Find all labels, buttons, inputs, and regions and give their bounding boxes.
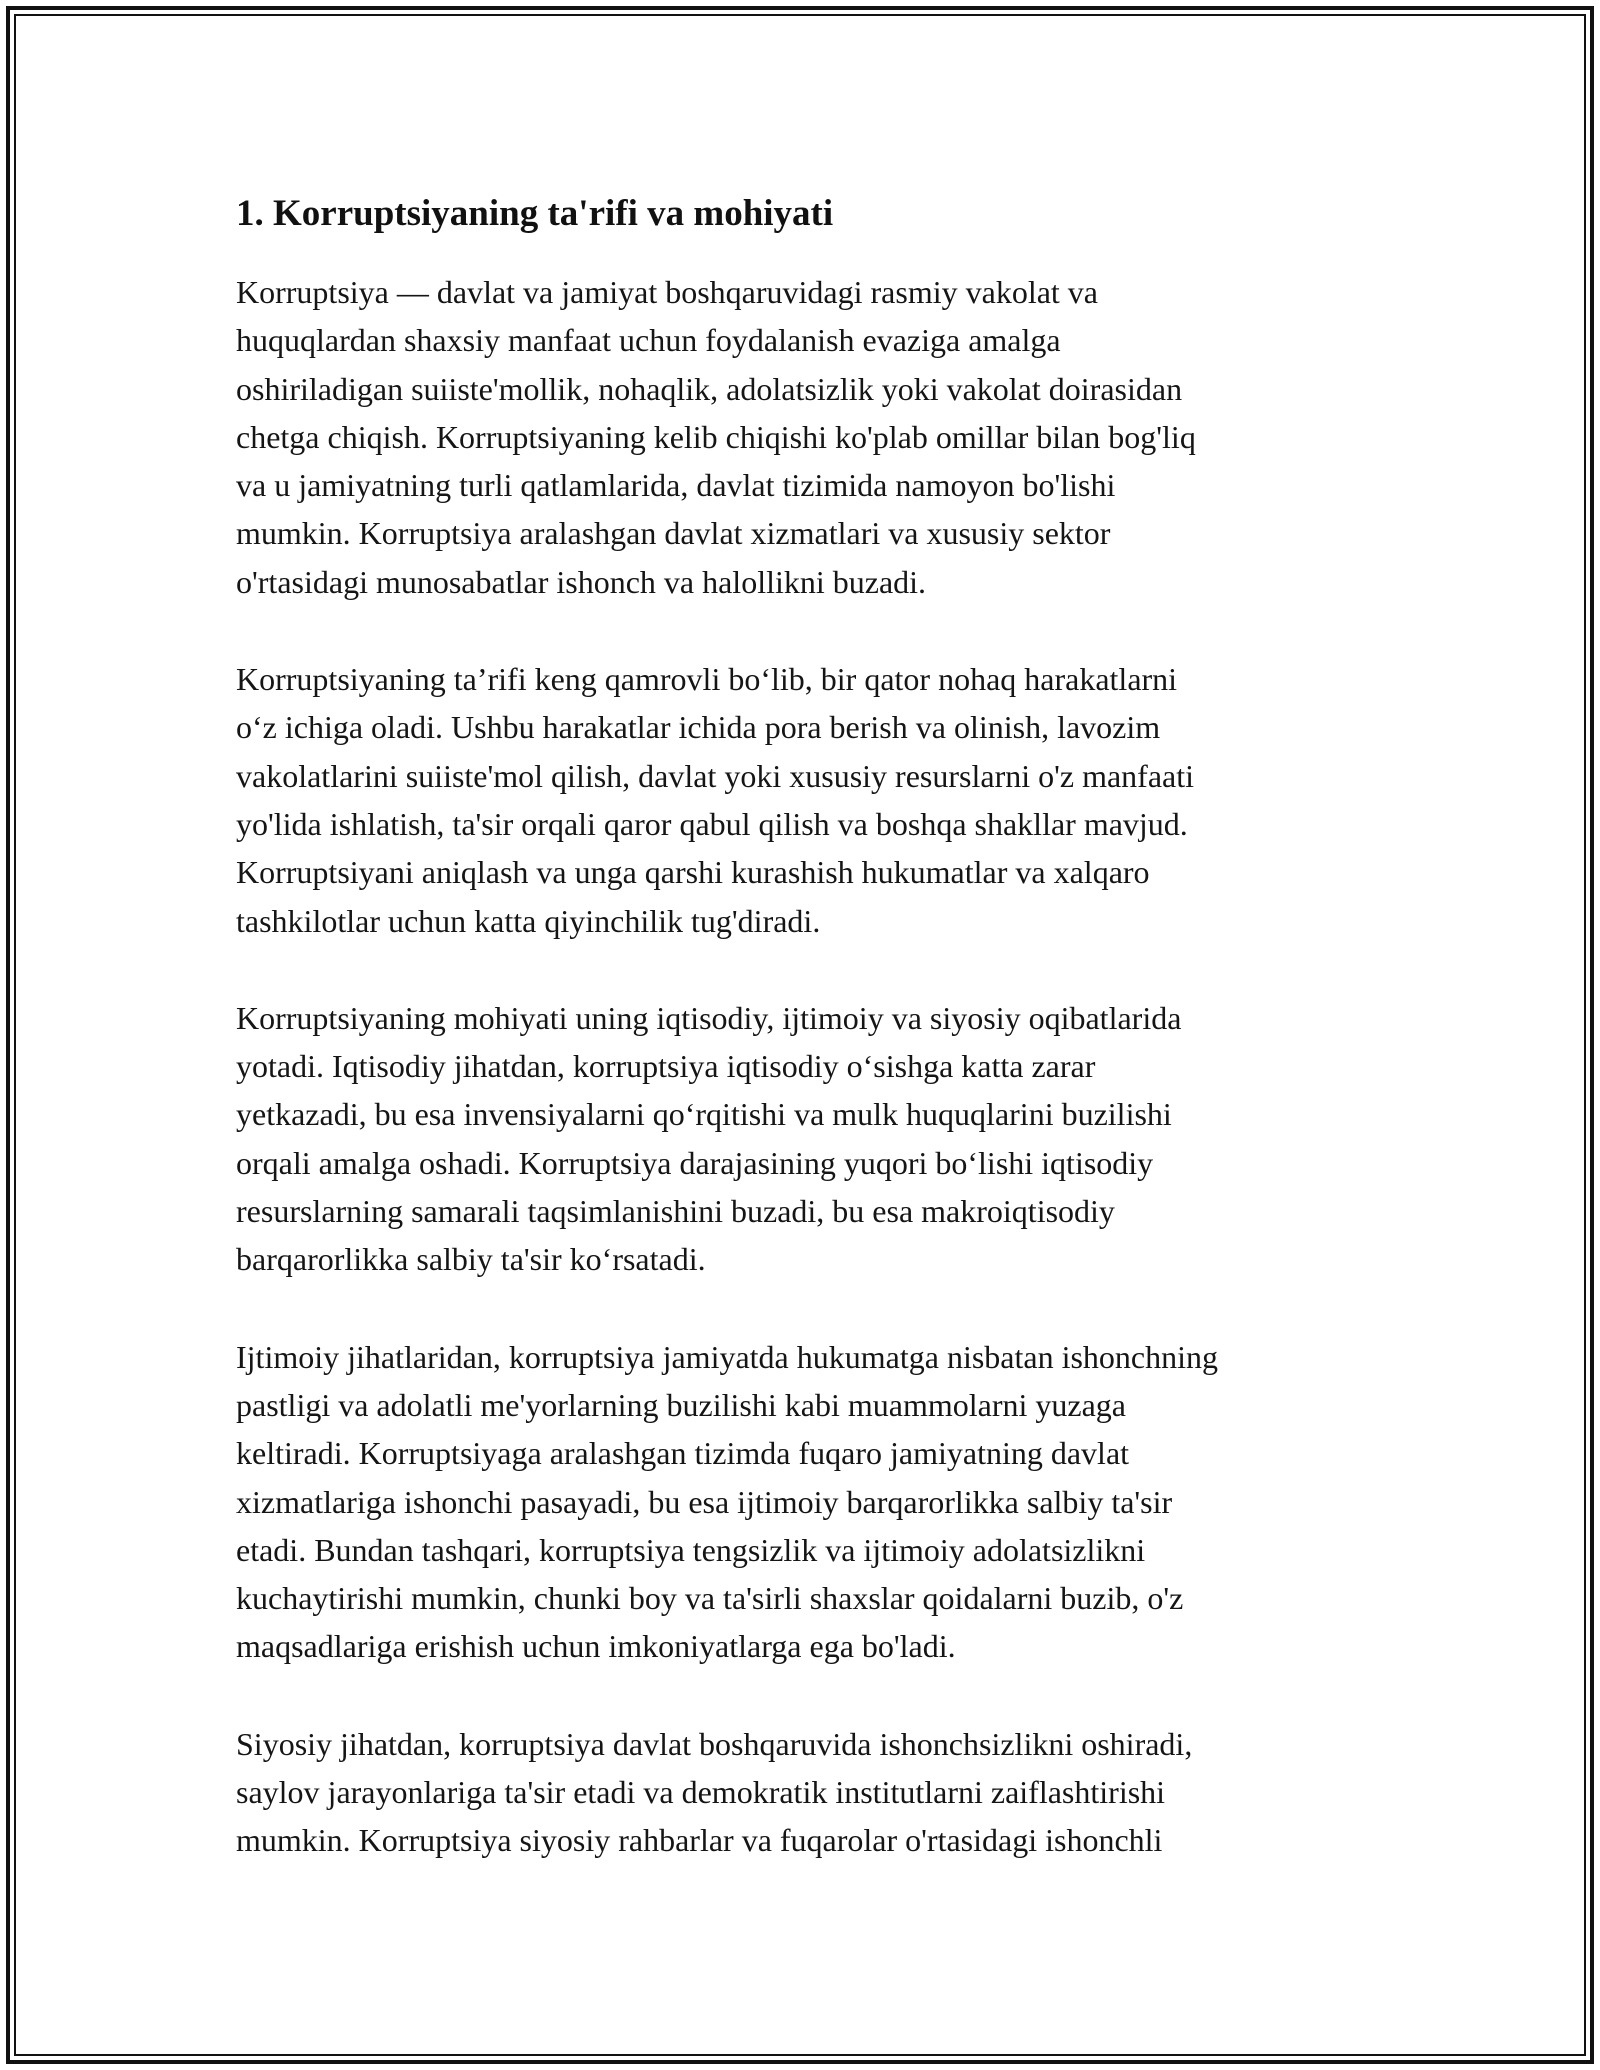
paragraph-line: Korruptsiyaning ta’rifi keng qamrovli bo‘lib, bir qator nohaq harakatlarni <box>236 661 1178 698</box>
paragraph-line: huquqlardan shaxsiy manfaat uchun foydalanish evaziga amalga <box>236 322 1061 359</box>
paragraph-line: chetga chiqish. Korruptsiyaning kelib chiqishi ko'plab omillar bilan bog'liq <box>236 418 1196 455</box>
paragraph-line: Korruptsiya — davlat va jamiyat boshqaruvidagi rasmiy vakolat va <box>236 274 1098 310</box>
paragraph-social <box>236 1333 1368 1671</box>
paragraph-line: orqali amalga oshadi. Korruptsiya darajasining yuqori bo‘lishi iqtisodiy <box>236 1144 1154 1181</box>
paragraph-line: keltiradi. Korruptsiyaga aralashgan tizimda fuqaro jamiyatning davlat <box>236 1435 1130 1472</box>
paragraph-line: yotadi. Iqtisodiy jihatdan, korruptsiya iqtisodiy o‘sishga katta zarar <box>236 1048 1096 1085</box>
paragraph-line: o‘z ichiga oladi. Ushbu harakatlar ichida pora berish va olinish, lavozim <box>236 709 1161 746</box>
paragraph-line: o'rtasidagi munosabatlar ishonch va halollikni buzadi. <box>236 563 927 600</box>
paragraph-line: oshiriladigan suiiste'mollik, nohaqlik, adolatsizlik yoki vakolat doirasidan <box>236 370 1183 407</box>
paragraph-economic <box>236 994 1368 1284</box>
paragraph-line: Korruptsiyani aniqlash va unga qarshi kurashish hukumatlar va xalqaro <box>236 854 1150 891</box>
paragraph-line: tashkilotlar uchun katta qiyinchilik tug'diradi. <box>236 902 821 939</box>
paragraph-line: yetkazadi, bu esa invensiyalarni qo‘rqitishi va mulk huquqlarini buzilishi <box>236 1096 1172 1133</box>
paragraph-line: xizmatlariga ishonchi pasayadi, bu esa ijtimoiy barqarorlikka salbiy ta'sir <box>236 1483 1173 1520</box>
paragraph-line: va u jamiyatning turli qatlamlarida, davlat tizimida namoyon bo'lishi <box>236 467 1116 504</box>
section-heading: 1. Korruptsiyaning ta'rifi va mohiyati <box>236 193 834 234</box>
paragraph-line: kuchaytirishi mumkin, chunki boy va ta'sirli shaxslar qoidalarni buzib, o'z <box>236 1580 1184 1617</box>
paragraph-political <box>236 1720 1368 1865</box>
paragraph-line: etadi. Bundan tashqari, korruptsiya tengsizlik va ijtimoiy adolatsizlikni <box>236 1531 1146 1568</box>
paragraph-line: Korruptsiyaning mohiyati uning iqtisodiy, ijtimoiy va siyosiy oqibatlarida <box>236 999 1182 1036</box>
paragraph-line: resurslarning samarali taqsimlanishini buzadi, bu esa makroiqtisodiy <box>236 1193 1115 1230</box>
paragraph-line: barqarorlikka salbiy ta'sir ko‘rsatadi. <box>236 1241 706 1278</box>
paragraph-line: pastligi va adolatli me'yorlarning buzilishi kabi muammolarni yuzaga <box>236 1386 1126 1423</box>
paragraph-scope <box>236 655 1368 945</box>
paragraph-line: mumkin. Korruptsiya aralashgan davlat xizmatlari va xususiy sektor <box>236 515 1111 552</box>
paragraph-line: mumkin. Korruptsiya siyosiy rahbarlar va fuqarolar o'rtasidagi ishonchli <box>236 1822 1163 1859</box>
paragraph-line: yo'lida ishlatish, ta'sir orqali qaror qabul qilish va boshqa shakllar mavjud. <box>236 805 1188 842</box>
paragraph-definition <box>236 268 1368 606</box>
paragraph-line: saylov jarayonlariga ta'sir etadi va demokratik institutlarni zaiflashtirishi <box>236 1774 1166 1811</box>
paragraph-line: maqsadlariga erishish uchun imkoniyatlarga ega bo'ladi. <box>236 1628 956 1665</box>
paragraph-line: Siyosiy jihatdan, korruptsiya davlat boshqaruvida ishonchsizlikni oshiradi, <box>236 1725 1193 1762</box>
document-body <box>236 186 1368 1914</box>
paragraph-line: vakolatlarini suiiste'mol qilish, davlat yoki xususiy resurslarni o'z manfaati <box>236 757 1195 794</box>
paragraph-line: Ijtimoiy jihatlaridan, korruptsiya jamiyatda hukumatga nisbatan ishonchning <box>236 1338 1219 1375</box>
